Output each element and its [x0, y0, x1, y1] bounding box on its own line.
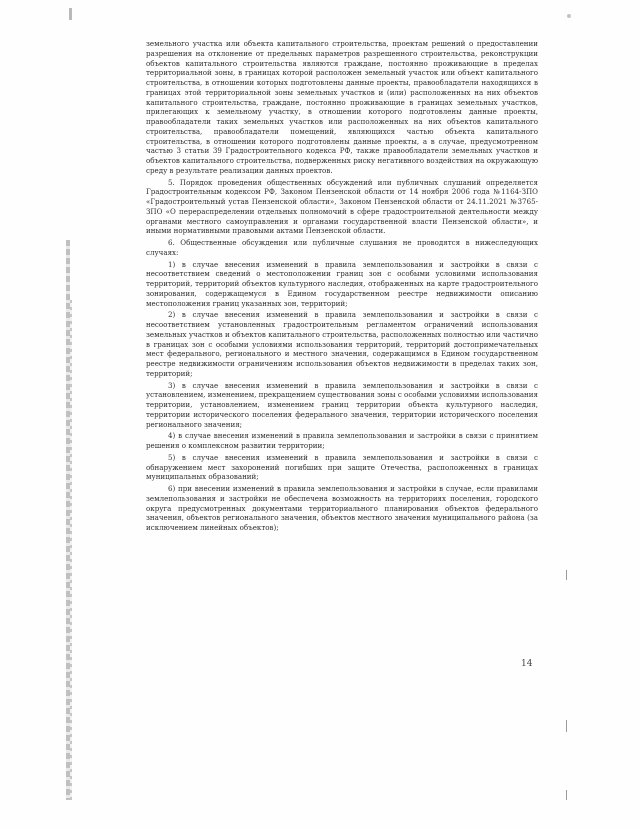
list-item: 5) в случае внесения изменений в правила землепользования и застройки в связи с обнаружением мест захоронений погибших при защите Отечества, расположенных в границах муниципальных образований;	[146, 452, 538, 482]
scan-binding-edge	[70, 300, 72, 800]
paragraph: 6. Общественные обсуждения или публичные слушания не проводятся в нижеследующих случаях:	[146, 238, 538, 257]
scan-artifact	[566, 720, 567, 732]
document-body	[146, 39, 538, 535]
list-item: 2) в случае внесения изменений в правила землепользования и застройки в связи с несоответствием установленных градостроительным регламентом ограничений использования земельных участков и объектов капитального строительства, расположенных полностью или частично в границах зон с особыми условиями использования территорий, территорий достопримечательных мест федерального, регионального и местного значения, содержащимся в Едином государственном реестре недвижимости ограничениям использования объектов недвижимости в пределах таких зон, территорий;	[146, 310, 538, 378]
list-item: 4) в случае внесения изменений в правила землепользования и застройки в связи с принятием решения о комплексном развитии территории;	[146, 431, 538, 450]
list-item: 1) в случае внесения изменений в правила землепользования и застройки в связи с несоответствием сведений о местоположении границ зон с особыми условиями использования территорий, территорий объектов культурного наследия, отображенных на карте градостроительного зонирования, содержащемуся в Едином государственном реестре недвижимости описанию местоположения границ указанных зон, территорий;	[146, 259, 538, 308]
scan-artifact	[69, 8, 72, 20]
paragraph: 5. Порядок проведения общественных обсуждений или публичных слушаний определяется Градостроительным кодексом РФ, Законом Пензенской области от 14 ноября 2006 года №1164-ЗПО «Градостроительный устав Пензенской области», Законом Пензенской области от 24.11.2021 №3765-ЗПО «О перераспределении отдельных полномочий в сфере градостроительной деятельности между органами местного самоуправления и органами государственной власти Пензенской области», и иными нормативными правовыми актами Пензенской области.	[146, 177, 538, 236]
paragraph: земельного участка или объекта капитального строительства, проектам решений о предоставлении разрешения на отклонение от предельных параметров разрешенного строительства, реконструкции объектов капитального строительства являются граждане, постоянно проживающие в пределах территориальной зоны, в границах которой расположен земельный участок или объект капитального строительства, в отношении которых подготовлены данные проекты, правообладатели находящихся в границах этой территориальной зоны земельных участков и (или) расположенных на них объектов капитального строительства, граждане, постоянно проживающие в границах земельных участков, прилегающих к земельному участку, в отношении которого подготовлены данные проекты, правообладатели таких земельных участков или расположенных на них объектов капитального строительства, правообладатели помещений, являющихся частью объекта капитального строительства, в отношении которого подготовлены данные проекты, а в случае, предусмотренном частью 3 статьи 39 Градостроительного кодекса РФ, также правообладатели земельных участков и объектов капитального строительства, подверженных риску негативного воздействия на окружающую среду в результате реализации данных проектов.	[146, 39, 538, 175]
list-item: 3) в случае внесения изменений в правила землепользования и застройки в связи с установлением, изменением, прекращением существования зоны с особыми условиями использования территории, установлением, изменением границ территории объекта культурного наследия, территории исторического поселения федерального значения, территории исторического поселения регионального значения;	[146, 380, 538, 429]
page-number: 14	[521, 659, 533, 669]
scan-artifact	[566, 570, 567, 580]
scan-artifact	[567, 14, 571, 18]
scan-artifact	[566, 790, 567, 800]
list-item: 6) при внесении изменений в правила землепользования и застройки в случае, если правилами землепользования и застройки не обеспечена возможность на территориях поселения, городского округа предусмотренных документами территориального планирования объектов федерального значения, объектов регионального значения, объектов местного значения муниципального района (за исключением линейных объектов);	[146, 484, 538, 532]
